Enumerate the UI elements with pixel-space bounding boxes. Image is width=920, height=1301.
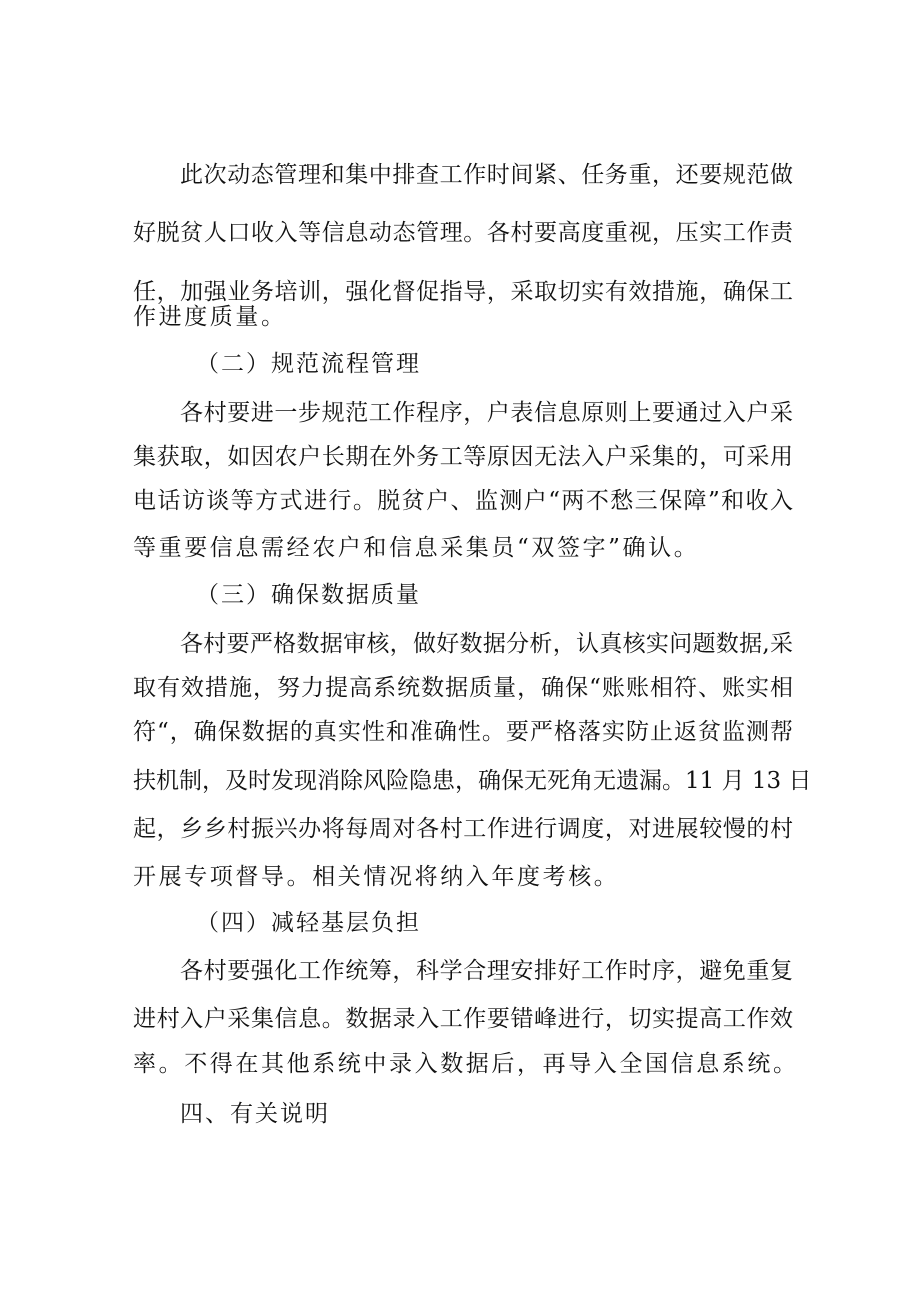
paragraph-3-line-1: 各村要严格数据审核，做好数据分析，认真核实问题数据,采 [180, 631, 793, 657]
heading-2: （二）规范流程管理 [196, 351, 421, 377]
paragraph-4-line-3: 率。不得在其他系统中录入数据后，再导入全国信息系统。 [133, 1051, 799, 1077]
paragraph-1-line-3: 任，加强业务培训，强化督促指导，采取切实有效措施，确保工 [133, 279, 793, 305]
paragraph-2-line-3: 电话访谈等方式进行。脱贫户、监测户“两不愁三保障”和收入 [133, 488, 793, 514]
section-4-heading: 四、有关说明 [180, 1101, 330, 1127]
paragraph-3-line-5: 起，乡乡村振兴办将每周对各村工作进行调度，对进展较慢的村 [133, 816, 793, 842]
paragraph-1-line-2: 好脱贫人口收入等信息动态管理。各村要高度重视，压实工作责 [133, 220, 793, 246]
paragraph-3-line-3: 符“，确保数据的真实性和准确性。要严格落实防止返贫监测帮 [133, 719, 793, 745]
paragraph-2-line-1: 各村要进一步规范工作程序，户表信息原则上要通过入户采 [180, 400, 793, 426]
paragraph-3-line-6: 开展专项督导。相关情况将纳入年度考核。 [133, 864, 620, 890]
paragraph-2-line-4: 等重要信息需经农户和信息采集员“双签字”确认。 [133, 535, 700, 561]
paragraph-4-line-1: 各村要强化工作统筹，科学合理安排好工作时序，避免重复 [180, 958, 793, 984]
paragraph-4-line-2: 进村入户采集信息。数据录入工作要错峰进行，切实提高工作效 [133, 1006, 793, 1032]
paragraph-2-line-2: 集获取，如因农户长期在外务工等原因无法入户采集的，可采用 [133, 444, 793, 470]
paragraph-3-line-2: 取有效措施，努力提高系统数据质量，确保“账账相符、账实相 [133, 675, 793, 701]
paragraph-1-line-4: 作进度质量。 [133, 304, 287, 330]
heading-3: （三）确保数据质量 [196, 582, 421, 608]
paragraph-1-line-1: 此次动态管理和集中排查工作时间紧、任务重，还要规范做 [180, 162, 793, 188]
paragraph-3-line-4: 扶机制，及时发现消除风险隐患，确保无死角无遗漏。11 月 13 日 [133, 768, 812, 794]
heading-4: （四）减轻基层负担 [196, 910, 421, 936]
